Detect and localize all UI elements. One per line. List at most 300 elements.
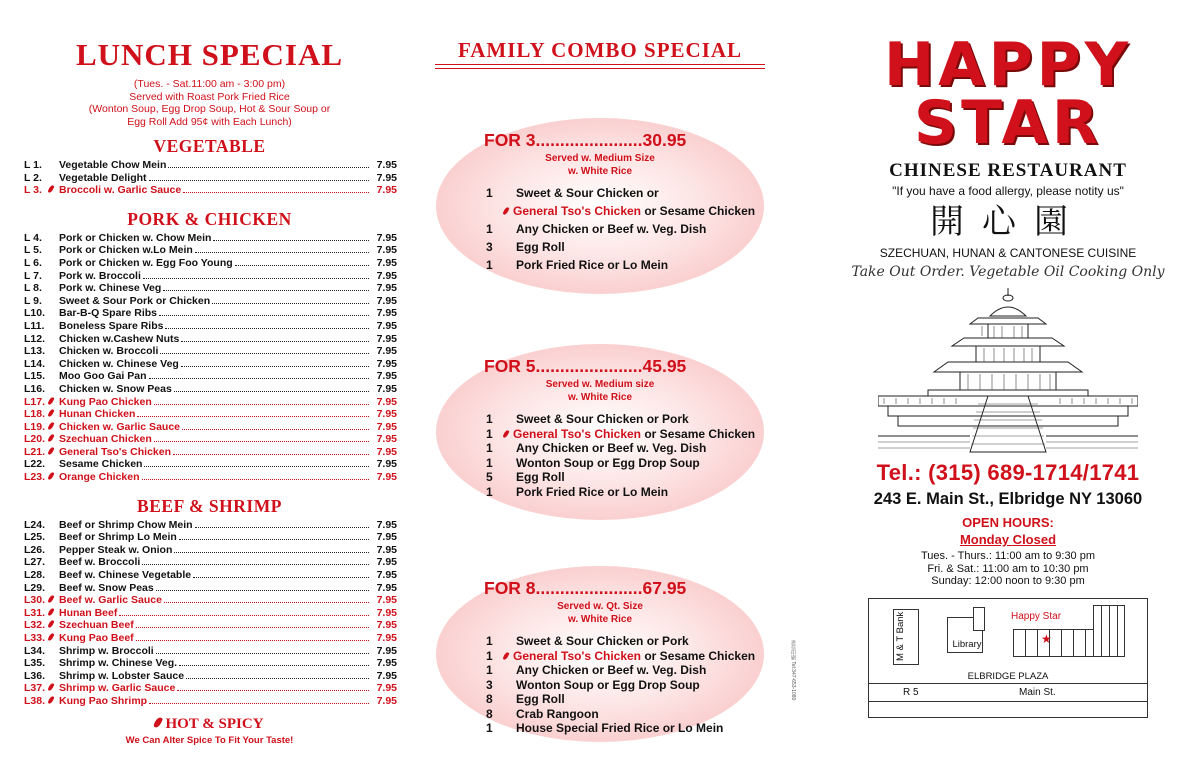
combo-item [486,649,755,664]
pepper-icon [49,446,59,459]
dot-leader [195,527,369,528]
combo-sub-line: w. White Rice [567,392,633,403]
menu-item [22,582,397,595]
dot-leader [235,265,369,266]
item-highlight: General Tso's Chicken [513,426,642,441]
menu-item [22,594,397,607]
combo-sub-line: w. White Rice [567,614,633,625]
item-rest: Sweet & Sour Chicken or [516,186,659,200]
menu-item [22,519,397,532]
item-code: L 2. [24,171,42,184]
item-name: Pepper Steak w. Onion [59,543,173,556]
item-text [516,470,565,485]
pepper-icon [49,184,59,197]
menu-item [22,184,397,197]
dot-leader [142,564,369,565]
dot-leader [177,690,369,691]
item-code: L15. [24,370,46,383]
item-code: L37. [24,682,46,695]
item-name: Pork w. Chinese Veg [59,282,162,295]
hot-spicy-text: HOT & SPICY [165,715,264,732]
menu-item [22,458,397,471]
logo-line-2: STAR [913,88,1103,158]
address: 243 E. Main St., Elbridge NY 13060 [873,490,1143,508]
menu-item [22,370,397,383]
item-text [516,678,700,693]
dot-leader [213,240,369,241]
chinese-name: 開心園 [930,202,1086,242]
item-code: L35. [24,657,46,670]
combo-item [486,412,755,427]
street-line [869,683,1147,684]
combo-subtitle [436,378,764,404]
item-code: L20. [24,433,46,446]
item-name: Szechuan Chicken [59,433,152,446]
item-code: L 3. [24,184,42,197]
combo-item [486,470,755,485]
menu-item [22,408,397,421]
combo-item [486,427,755,442]
item-name: Orange Chicken [59,471,140,484]
dot-leader [163,290,369,291]
dot-leader [149,378,369,379]
item-price: 7.95 [376,370,397,383]
combo-title: FOR 3......................30.95 [484,130,687,150]
item-name: Kung Pao Chicken [59,395,152,408]
item-price: 7.95 [376,269,397,282]
item-price: 7.95 [376,669,397,682]
lunch-special-title: LUNCH SPECIAL [75,37,344,72]
dot-leader [179,665,369,666]
temple-illustration [878,286,1138,454]
logo-line-1: HAPPY [883,30,1133,100]
menu-item [22,159,397,172]
item-name: Shrimp w. Lobster Sauce [59,669,185,682]
item-rest: Pork Fried Rice or Lo Mein [516,484,669,499]
dot-leader [174,552,369,553]
menu-item [22,657,397,670]
item-name: Chicken w. Chinese Veg [59,357,179,370]
item-code: L22. [24,458,46,471]
item-quantity: 1 [486,426,493,441]
item-rest: Crab Rangoon [516,706,599,721]
menu-item [22,446,397,459]
hours-line: Fri. & Sat.: 11:00 am to 10:30 pm [927,562,1089,575]
dot-leader [182,429,369,430]
combo-sub-line: w. White Rice [567,166,633,177]
item-price: 7.95 [376,332,397,345]
dot-leader [164,602,369,603]
dot-leader [174,391,369,392]
item-quantity: 1 [486,222,493,236]
menu-item [22,619,397,632]
menu-item [22,670,397,683]
dot-leader [168,167,369,168]
hours-line: Tues. - Thurs.: 11:00 am to 9:30 pm [920,550,1096,562]
menu-item [22,232,397,245]
item-name: Sesame Chicken [59,458,143,471]
dot-leader [156,590,369,591]
combo-subtitle [436,600,764,626]
open-hours-label: OPEN HOURS: [962,515,1054,530]
item-rest: or Sesame Chicken [641,426,756,441]
section-title: BEEF & SHRIMP [137,495,282,516]
dot-leader [149,180,369,181]
hours-line: Sunday: 12:00 noon to 9:30 pm [931,575,1085,587]
menu-item [22,471,397,484]
lunch-info-line: Egg Roll Add 95¢ with Each Lunch) [127,115,292,128]
item-code: L10. [24,307,46,320]
bank-label: M & T Bank [895,611,906,661]
library-annex [973,607,985,631]
hours-list [838,550,1178,588]
item-code: L12. [24,332,46,345]
item-name: Moo Goo Gai Pan [59,370,147,383]
menu-item [22,607,397,620]
item-code: L 1. [24,159,42,171]
item-code: L19. [24,420,46,433]
combo-item [486,202,755,220]
item-price: 7.95 [376,256,397,269]
telephone: Tel.: (315) 689-1714/1741 [876,460,1140,485]
item-text [516,692,565,707]
combo-items [486,634,755,736]
item-price: 7.95 [376,307,397,320]
item-name: Beef w. Snow Peas [59,581,154,594]
combo-card [436,566,764,742]
plaza-label: ELBRIDGE PLAZA [967,670,1049,682]
dot-leader [160,353,369,354]
item-code: L21. [24,445,46,458]
combo-item [486,721,755,736]
combo-item [486,692,755,707]
item-quantity: 1 [486,648,493,663]
takeout-note: Take Out Order. Vegetable Oil Cooking Only [851,264,1165,280]
item-name: Pork or Chicken w.Lo Mein [59,244,193,257]
dot-leader [212,303,369,304]
pepper-icon [49,695,59,708]
dot-leader [144,466,369,467]
item-name: Bar-B-Q Spare Ribs [59,307,158,320]
item-name: Kung Pao Beef [59,632,134,644]
item-price: 7.95 [376,619,397,632]
pepper-icon [49,632,59,645]
item-text [516,441,706,456]
pepper-icon [49,594,59,607]
item-name: Chicken w. Garlic Sauce [59,420,180,433]
item-price: 7.95 [376,632,397,644]
lunch-special-panel [22,36,397,746]
item-price: 7.95 [376,657,397,670]
restaurant-info-panel [838,30,1178,718]
dot-leader [154,441,369,442]
item-quantity: 5 [486,470,493,484]
item-quantity: 3 [486,677,493,692]
item-quantity: 3 [486,240,493,254]
restaurant-logo [838,30,1178,158]
item-price: 7.95 [376,581,397,594]
closed-day: Monday Closed [959,532,1057,547]
item-quantity: 1 [486,634,493,648]
menu-item [22,556,397,569]
item-code: L34. [24,644,46,657]
item-name: Szechuan Beef [59,619,134,632]
menu-item [22,682,397,695]
hot-spicy-label [22,716,397,733]
item-name: Chicken w. Broccoli [59,345,159,358]
item-rest: Sweet & Sour Chicken or Pork [516,412,689,426]
dot-leader [142,479,369,480]
lunch-info-line: (Wonton Soup, Egg Drop Soup, Hot & Sour Soup or [88,103,331,115]
menu-item [22,295,397,308]
combo-card [436,118,764,294]
dot-leader [186,678,369,679]
item-code: L38. [24,694,46,707]
item-text [516,456,700,471]
menu-item [22,531,397,544]
item-price: 7.95 [376,357,397,370]
item-quantity: 1 [486,663,493,677]
item-price: 7.95 [376,294,397,307]
item-name: Pork w. Broccoli [59,269,141,282]
item-highlight: General Tso's Chicken [513,648,642,663]
combo-item [486,441,755,456]
item-code: L 4. [24,231,42,244]
family-combo-title: FAMILY COMBO SPECIAL [457,38,743,62]
combo-subtitle [436,152,764,178]
item-code: L27. [24,556,46,569]
route-label: R 5 [903,686,919,698]
item-name: Sweet & Sour Pork or Chicken [59,294,211,307]
item-quantity: 1 [486,258,493,272]
item-code: L 8. [24,282,42,295]
pepper-icon [49,421,59,434]
item-price: 7.95 [376,569,397,582]
item-code: L24. [24,518,46,531]
combo-title: FOR 5......................45.95 [484,356,687,376]
item-quantity: 1 [486,412,493,426]
pepper-icon [49,433,59,446]
item-code: L23. [24,471,46,484]
menu-item [22,358,397,371]
combo-sub-line: Served w. Qt. Size [557,601,643,612]
pepper-icon [49,682,59,695]
item-quantity: 1 [486,484,493,499]
menu-item [22,333,397,346]
item-code: L 9. [24,294,42,307]
item-highlight: General Tso's Chicken [513,204,642,218]
section-title: PORK & CHICKEN [127,208,292,229]
dot-leader [181,366,369,367]
item-code: L36. [24,669,46,682]
item-price: 7.95 [376,433,397,446]
pepper-icon [49,471,59,484]
item-quantity: 1 [486,455,493,470]
item-code: L14. [24,357,46,370]
plaza-annex [1093,605,1125,657]
item-rest: Any Chicken or Beef w. Veg. Dish [516,441,707,455]
item-text [516,238,565,256]
lunch-special-info [22,78,397,128]
item-text [516,412,689,427]
combo-card [436,344,764,520]
item-rest: Egg Roll [516,470,565,484]
menu-item [22,383,397,396]
item-name: General Tso's Chicken [59,445,172,458]
street-label: Main St. [1019,686,1056,698]
item-price: 7.95 [376,244,397,257]
item-rest: House Special Fried Rice or Lo Mein [516,721,724,735]
item-code: L 7. [24,269,42,282]
item-price: 7.95 [376,682,397,695]
item-name: Vegetable Delight [59,171,147,184]
item-name: Pork or Chicken w. Egg Foo Young [59,256,233,269]
pepper-icon [49,396,59,409]
menu-item [22,345,397,358]
item-name: Beef or Shrimp Chow Mein [59,518,193,531]
happy-star-label: Happy Star [1011,610,1062,622]
hot-spicy-note: We Can Alter Spice To Fit Your Taste! [125,734,294,746]
dot-leader [183,192,369,193]
item-price: 7.95 [376,171,397,184]
combo-item [486,485,755,500]
menu-item [22,282,397,295]
item-price: 7.95 [376,231,397,244]
dot-leader [156,653,369,654]
item-name: Vegetable Chow Mein [59,159,167,171]
menu-item [22,270,397,283]
item-rest: or Sesame Chicken [641,648,756,663]
street-line-bottom [869,701,1147,702]
item-rest: Wonton Soup or Egg Drop Soup [516,677,700,692]
item-code: L30. [24,594,46,607]
combo-title: FOR 8......................67.95 [484,578,687,598]
menu-item [22,695,397,708]
library-label: Library [952,638,982,650]
dot-leader [159,315,369,316]
item-name: Boneless Spare Ribs [59,319,164,332]
item-text [516,707,599,722]
item-name: Shrimp w. Chinese Veg. [59,657,178,670]
menu-item [22,544,397,557]
dot-leader [149,703,369,704]
item-text [516,184,659,202]
menu-item [22,244,397,257]
item-text [516,485,668,500]
combo-item [486,184,755,202]
lunch-info-line: (Tues. - Sat.11:00 am - 3:00 pm) [133,78,286,90]
item-price: 7.95 [376,606,397,619]
item-name: Shrimp w. Garlic Sauce [59,682,176,695]
item-price: 7.95 [376,644,397,657]
item-name: Kung Pao Shrimp [59,694,148,707]
combo-item [486,220,755,238]
menu-item [22,569,397,582]
menu-item [22,320,397,333]
allergy-note: "If you have a food allergy, please notity us" [892,184,1124,198]
item-code: L16. [24,382,46,395]
item-code: L31. [24,606,46,619]
item-rest: Egg Roll [516,692,565,706]
item-rest: Any Chicken or Beef w. Veg. Dish [516,222,707,236]
item-rest: Sweet & Sour Chicken or Pork [516,634,689,648]
lunch-sections [22,136,397,708]
combo-item [486,456,755,471]
item-rest: Pork Fried Rice or Lo Mein [516,258,669,272]
item-code: L29. [24,581,46,594]
location-map [868,598,1148,718]
item-quantity: 1 [486,441,493,455]
dot-leader [154,404,369,405]
item-code: L 5. [24,244,42,257]
item-name: Hunan Beef [59,606,118,619]
item-price: 7.95 [376,395,397,408]
dot-leader [165,328,369,329]
menu-item [22,632,397,645]
pepper-icon [49,619,59,632]
item-code: L32. [24,619,46,632]
item-price: 7.95 [376,420,397,433]
item-text [513,648,756,664]
item-price: 7.95 [376,556,397,569]
combo-item [486,678,755,693]
item-quantity [486,202,516,220]
item-name: Chicken w. Snow Peas [59,382,172,395]
combo-items [486,412,755,499]
item-text [516,663,706,678]
item-name: Shrimp w. Broccoli [59,644,154,657]
dot-leader [173,454,369,455]
item-code: L17. [24,395,46,408]
item-name: Beef w. Broccoli [59,556,141,569]
menu-item [22,257,397,270]
dot-leader [119,615,369,616]
item-price: 7.95 [376,382,397,395]
lunch-info-line: Served with Roast Pork Fried Rice [129,90,290,103]
item-code: L25. [24,531,46,544]
dot-leader [136,627,369,628]
item-rest: Wonton Soup or Egg Drop Soup [516,455,700,470]
item-price: 7.95 [376,694,397,707]
pepper-icon [49,607,59,620]
item-name: Beef or Shrimp Lo Mein [59,531,177,544]
item-quantity: 1 [486,186,493,200]
item-text [516,220,706,238]
item-price: 7.95 [376,543,397,556]
item-price: 7.95 [376,282,397,295]
dot-leader [179,539,369,540]
item-price: 7.95 [376,531,397,544]
item-name: Chicken w.Cashew Nuts [59,332,180,345]
item-name: Beef w. Chinese Vegetable [59,569,192,582]
item-code: L28. [24,569,46,582]
item-price: 7.95 [376,518,397,531]
menu-item [22,307,397,320]
menu-item [22,172,397,185]
combo-item [486,238,755,256]
item-name: Hunan Chicken [59,408,136,421]
item-code: L18. [24,408,46,421]
item-text [516,256,668,274]
star-marker-icon: ★ [1041,631,1052,646]
dot-leader [136,640,369,641]
item-text [516,721,723,736]
dot-leader [195,252,369,253]
dot-leader [193,577,369,578]
printer-credit: 恩佳印刷 Tel:347-653-1080 [790,640,796,701]
item-price: 7.95 [376,184,397,197]
item-code: L 6. [24,256,42,269]
